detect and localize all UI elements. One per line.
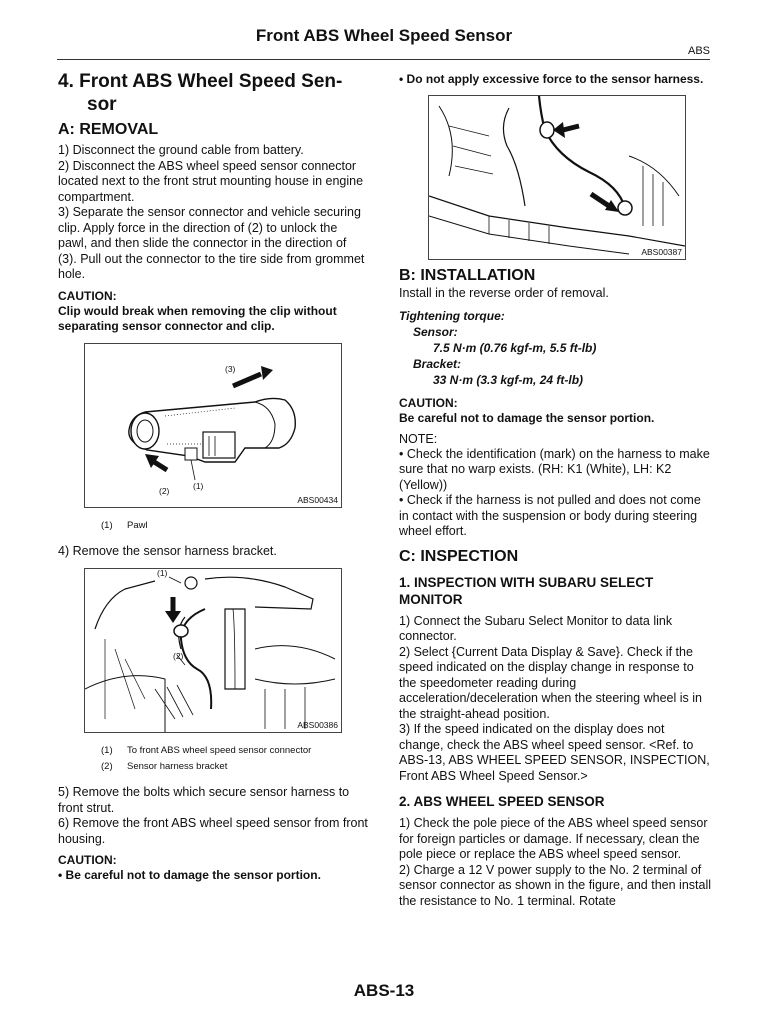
torque-bracket-value: 33 N·m (3.3 kgf-m, 24 ft-lb) (433, 372, 584, 387)
figure-sensor-connector (84, 343, 342, 508)
section-tag: ABS (687, 45, 710, 57)
harness-illustration (429, 96, 685, 259)
caution-text: Clip would break when removing the clip without separating sensor connector and clip. (58, 303, 337, 333)
legend-item (101, 518, 368, 534)
torque-label: Tightening torque: (399, 308, 505, 323)
caution-label: CAUTION: (58, 853, 117, 867)
callout-1: (1) (193, 480, 204, 491)
right-column (399, 70, 711, 909)
figure-harness-bracket (84, 568, 342, 733)
torque-sensor-label: Sensor: (413, 324, 458, 339)
page-header-title: Front ABS Wheel Speed Sensor (255, 26, 513, 45)
bracket-illustration (85, 569, 341, 732)
legend-text: Pawl (127, 519, 148, 531)
figure-code: ABS00387 (641, 247, 682, 257)
caution-text: • Be careful not to damage the sensor portion. (58, 868, 321, 882)
legend-item (101, 743, 368, 759)
note-text: • Check the identification (mark) on the harness to make sure that no warp exists. (RH: K1 (White), LH: K2 (Yellow)) • Check if the harness is not pulled and does not come in contact with the suspension or body during steering wheel effort. (399, 446, 710, 538)
callout-2: (2) (159, 485, 170, 496)
figure-code: ABS00434 (297, 494, 338, 505)
removal-title: A: REMOVAL (58, 121, 159, 138)
legend-num: (1) (101, 519, 113, 531)
note-label: NOTE: (399, 431, 438, 446)
page-number: ABS-13 (353, 981, 415, 1000)
caution-label: CAUTION: (58, 288, 117, 303)
callout-2: (2) (173, 651, 184, 661)
figure-legend (101, 518, 368, 534)
inspection-1-title: 1. INSPECTION WITH SUBARU SELECT MONITOR (399, 574, 654, 607)
removal-steps-1-3: 1) Disconnect the ground cable from battery. 2) Disconnect the ABS wheel speed sensor connector located next to the front strut mounting house in engine compartment. 3) Separate the sensor connector and vehicle securing clip. Apply force in the direction of (2) to unlock the pawl, and then slide the connector in the direction of (3). Pull out the connector to the tire side from grommet hole. (58, 143, 365, 281)
legend-item (101, 759, 368, 775)
legend-num: (2) (101, 761, 113, 772)
inspection-1-text: 1) Connect the Subaru Select Monitor to data link connector. 2) Select {Current Data Display & Save}. Check if the speed indicated on the display change in response to the speedometer reading during acceleration/deceleration when the steering wheel is in the straight-ahead position. 3) If the speed indicated on the display does not change, check the ABS wheel speed sensor. <Ref. to ABS-13, ABS WHEEL SPEED SENSOR, INSPECTION, Front ABS Wheel Speed Sensor.> (399, 613, 710, 783)
caution-label: CAUTION: (399, 395, 458, 410)
inspection-2-title: 2. ABS WHEEL SPEED SENSOR (399, 794, 605, 809)
installation-text: Install in the reverse order of removal. (399, 286, 609, 300)
figure-code: ABS00386 (297, 720, 338, 730)
left-column (58, 70, 368, 883)
torque-bracket-label: Bracket: (413, 356, 462, 371)
caution-bullet: • Do not apply excessive force to the sensor harness. (399, 72, 704, 86)
connector-illustration (85, 344, 341, 507)
callout-1: (1) (157, 568, 168, 578)
section-heading (58, 70, 368, 116)
inspection-title: C: INSPECTION (399, 547, 519, 565)
torque-sensor-value: 7.5 N·m (0.76 kgf-m, 5.5 ft-lb) (433, 340, 597, 355)
figure-legend (101, 743, 368, 775)
tightening-torque (399, 308, 711, 388)
installation-title: B: INSTALLATION (399, 267, 536, 284)
legend-num: (1) (101, 745, 113, 756)
section-heading-line2: sor (87, 94, 117, 115)
header-rule (57, 59, 710, 60)
legend-text: To front ABS wheel speed sensor connector (127, 745, 312, 756)
removal-steps-5-6: 5) Remove the bolts which secure sensor harness to front strut. 6) Remove the front ABS wheel speed sensor from front housing. (58, 785, 368, 846)
inspection-2-text: 1) Check the pole piece of the ABS wheel speed sensor for foreign particles or damage. If necessary, clean the pole piece or replace the ABS wheel speed sensor. 2) Charge a 12 V power supply to the No. 2 terminal of sensor connector as shown in the figure, and then install the resistance to No. 1 terminal. Rotate (399, 816, 711, 908)
section-heading-line1: 4. Front ABS Wheel Speed Sen- (58, 71, 343, 92)
caution-text: Be careful not to damage the sensor portion. (399, 410, 655, 425)
callout-3: (3) (225, 363, 236, 374)
figure-sensor-harness (428, 95, 686, 260)
legend-text: Sensor harness bracket (127, 761, 228, 772)
removal-step-4: 4) Remove the sensor harness bracket. (58, 543, 277, 558)
